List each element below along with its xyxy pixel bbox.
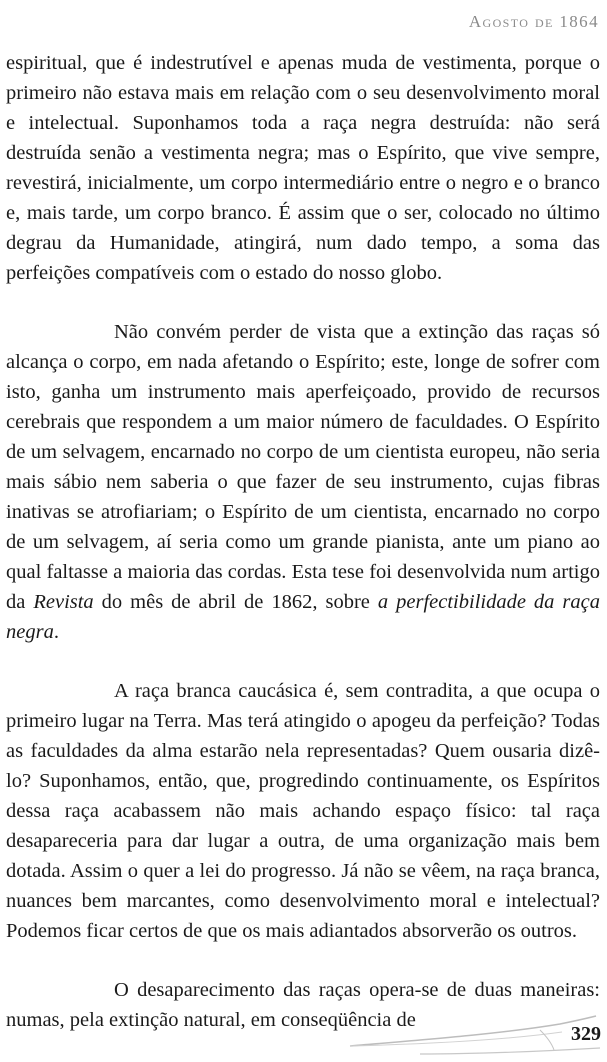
page-footer [0, 1010, 607, 1062]
paragraph-2-text: Não convém perder de vista que a extinção das raças só alcança o corpo, em nada afetando o Espírito; este, longe de sofrer com isto, ganha um instrumento mais aperfeiçoado, provido de recursos cerebrais que respondem a um maior número de faculdades. O Espírito de um selvagem, encarnado no corpo de um cientista europeu, não seria mais sábio nem saberia o que fazer de seu instrumento, cujas fibras inativas se atrofiariam; o Espírito de um cientista, encarnado no corpo de um selvagem, aí seria como um grande pianista, ante um piano ao qual faltasse a maioria das cordas. Esta tese foi desenvolvida num artigo da [6, 321, 600, 613]
article-title: a perfectibilidade da raça negra [6, 591, 600, 643]
revista-title: Revista [33, 591, 94, 613]
paragraph-2 [6, 317, 600, 647]
paragraph-3: A raça branca caucásica é, sem contradita, a que ocupa o primeiro lugar na Terra. Mas terá atingido o apogeu da perfeição? Todas as faculdades da alma estarão nela representadas? Quem ousaria dizê-lo? Suponhamos, então, que, progredindo continuamente, os Espíritos dessa raça acabassem não mais achando espaço físico: tal raça desapareceria para dar lugar a outra, de uma organização mais bem dotada. Assim o quer a lei do progresso. Já não se vêem, na raça branca, nuances bem marcantes, como desenvolvimento moral e intelectual? Podemos ficar certos de que os mais adiantados absorverão os outros. [6, 680, 600, 942]
footer-flourish-ornament [0, 1010, 607, 1062]
paragraph-4: O desaparecimento das raças opera-se de duas maneiras: numas, pela extinção natural, em conseqüência de [6, 979, 600, 1031]
paragraph-2-middle: do mês de abril de 1862, sobre [93, 591, 378, 613]
page-number: 329 [571, 1023, 601, 1045]
page-body [6, 48, 600, 1035]
paragraph-2-end: . [53, 621, 59, 643]
paragraph-1: espiritual, que é indestrutível e apenas muda de vestimenta, porque o primeiro não estava mais em relação com o seu desenvolvimento moral e intelectual. Suponhamos toda a raça negra destruída: não será destruída senão a vestimenta negra; mas o Espírito, que vive sempre, revestirá, inicialmente, um corpo intermediário entre o negro e o branco e, mais tarde, um corpo branco. É assim que o ser, colocado no último degrau da Humanidade, atingirá, num dado tempo, a soma das perfeições compatíveis com o estado do nosso globo. [6, 52, 600, 284]
running-header: Agosto de 1864 [468, 12, 599, 31]
